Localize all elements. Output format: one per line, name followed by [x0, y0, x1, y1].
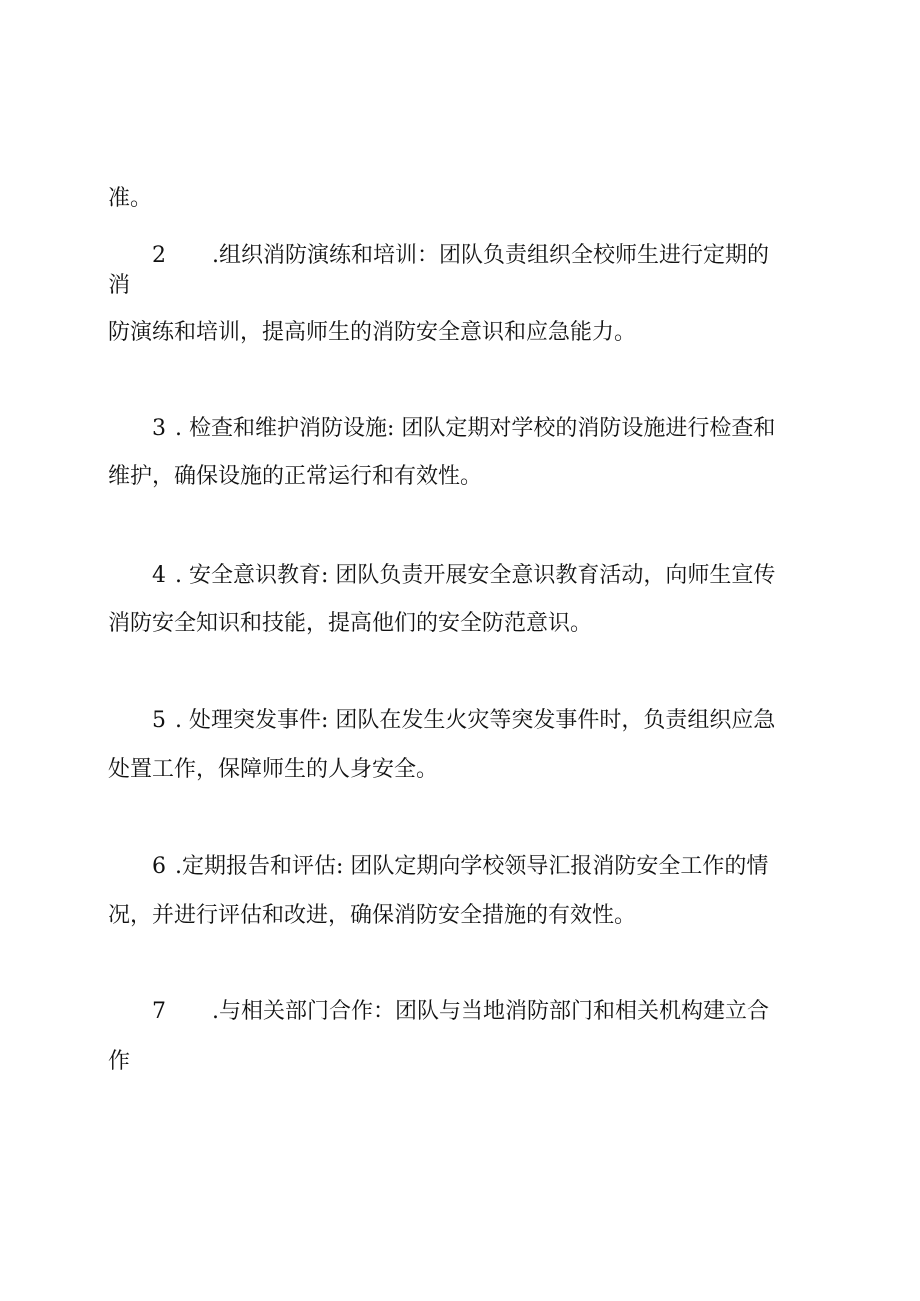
item-first-line: . 处理突发事件: 团队在发生火灾等突发事件时，负责组织应急 — [175, 708, 776, 733]
item-second-line: 防演练和培训，提高师生的消防安全意识和应急能力。 — [108, 320, 637, 345]
item-first-line: .与相关部门合作：团队与当地消防部门和相关机构建立合 — [212, 999, 769, 1024]
item-number: 4 — [152, 563, 166, 588]
item-overflow-line: 作 — [108, 1049, 131, 1074]
item-number: 7 — [152, 999, 166, 1024]
item-number: 2 — [152, 243, 166, 268]
item-overflow-line: 消 — [108, 273, 131, 298]
item-second-line: 维护，确保设施的正常运行和有效性。 — [108, 464, 483, 489]
item-second-line: 况，并进行评估和改进，确保消防安全措施的有效性。 — [108, 903, 637, 928]
continuation-text: 准。 — [108, 186, 153, 211]
item-number: 5 — [152, 708, 166, 733]
item-first-line: . 检查和维护消防设施: 团队定期对学校的消防设施进行检查和 — [175, 416, 776, 441]
item-number: 3 — [152, 416, 166, 441]
item-second-line: 消防安全知识和技能，提高他们的安全防范意识。 — [108, 611, 593, 636]
item-number: 6 — [152, 854, 166, 879]
item-first-line: .组织消防演练和培训：团队负责组织全校师生进行定期的 — [212, 243, 769, 268]
item-first-line: .定期报告和评估: 团队定期向学校领导汇报消防安全工作的情 — [175, 854, 769, 879]
item-second-line: 处置工作，保障师生的人身安全。 — [108, 757, 439, 782]
item-first-line: . 安全意识教育: 团队负责开展安全意识教育活动，向师生宣传 — [175, 563, 776, 588]
